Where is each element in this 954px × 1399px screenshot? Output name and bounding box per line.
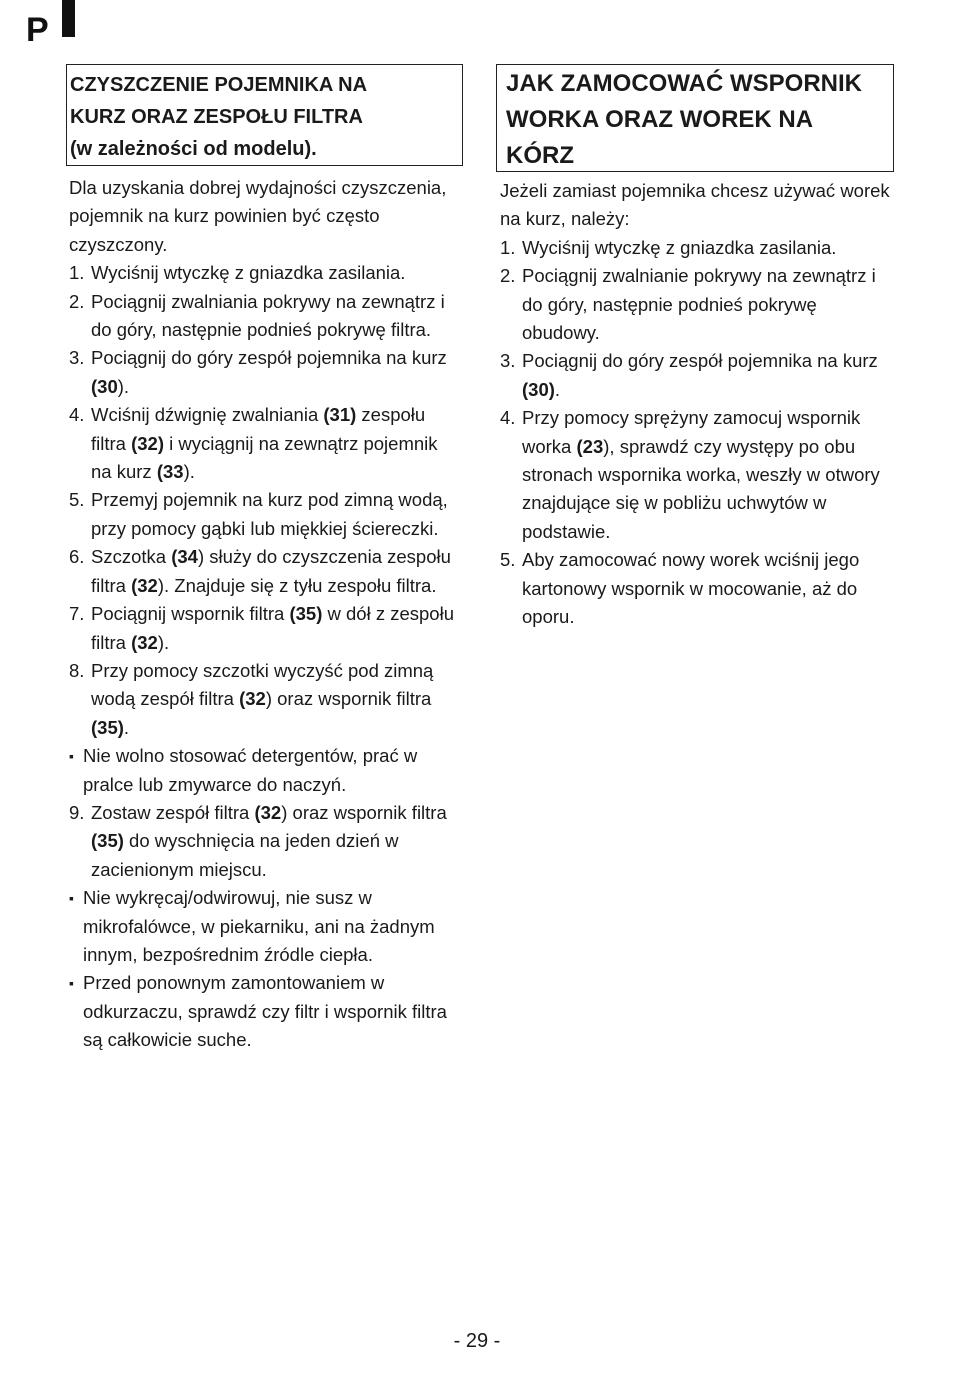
list-item-text: Zostaw zespół filtra (32) oraz wspornik filtra (35) do wyschnięcia na jeden dzień w zacienionym miejscu. [91, 801, 447, 880]
left-intro-paragraph: Dla uzyskania dobrej wydajności czyszczenia, pojemnik na kurz powinien być często czyszczony. [69, 177, 447, 255]
list-item [69, 288, 463, 345]
list-item-text: Pociągnij zwalnianie pokrywy na zewnątrz i do góry, następnie podnieś pokrywę obudowy. [522, 265, 876, 344]
list-item [500, 404, 894, 546]
list-item [69, 600, 463, 657]
bullet-marker: ▪ [69, 748, 74, 765]
list-item-text: Nie wolno stosować detergentów, prać w pralce lub zmywarce do naczyń. [83, 745, 418, 795]
right-section [496, 64, 894, 632]
left-section [66, 64, 463, 1055]
left-heading-line-2: KURZ ORAZ ZESPOŁU FILTRA [70, 106, 363, 128]
list-number: 4. [500, 407, 516, 429]
list-number: 7. [69, 603, 85, 625]
right-intro-paragraph: Jeżeli zamiast pojemnika chcesz używać worek na kurz, należy: [500, 180, 890, 230]
right-section-heading [496, 64, 894, 172]
list-item-text: Pociągnij do góry zespół pojemnika na kurz (30). [91, 347, 447, 397]
list-number: 5. [69, 489, 85, 511]
list-item [69, 344, 463, 401]
right-heading-line-2: WORKA ORAZ WOREK NA [506, 106, 814, 133]
bullet-marker: ▪ [69, 975, 74, 992]
list-item [69, 401, 463, 486]
right-instruction-list [500, 234, 894, 632]
list-number: 8. [69, 659, 85, 681]
list-number: 3. [500, 350, 516, 372]
list-item-text: Wyciśnij wtyczkę z gniazdka zasilania. [522, 236, 837, 258]
list-item-text: Przy pomocy sprężyny zamocuj wspornik worka (23), sprawdź czy występy po obu stronach wspornika worka, weszły w otwory znajdujące się w pobliżu uchwytów w podstawie. [522, 407, 880, 542]
list-number: 5. [500, 549, 516, 571]
list-item-text: Wciśnij dźwignię zwalniania (31) zespołu filtra (32) i wyciągnij na zewnątrz pojemnik na kurz (33). [91, 404, 438, 483]
list-number: 1. [69, 262, 85, 284]
list-item [500, 262, 894, 347]
list-item [69, 657, 463, 742]
list-number: 6. [69, 546, 85, 568]
list-item-text: Nie wykręcaj/odwirowuj, nie susz w mikrofalówce, w piekarniku, ani na żadnym innym, bezpośrednim źródle ciepła. [83, 887, 435, 965]
list-bullet-item [69, 742, 463, 799]
bullet-marker: ▪ [69, 890, 74, 907]
list-item-text: Przed ponownym zamontowaniem w odkurzaczu, sprawdź czy filtr i wspornik filtra są całkowicie suche. [83, 972, 447, 1051]
list-item-text: Pociągnij wspornik filtra (35) w dół z zespołu filtra (32). [91, 603, 454, 653]
right-heading-line-1: JAK ZAMOCOWAĆ WSPORNIK [506, 70, 862, 97]
list-item-text: Aby zamocować nowy worek wciśnij jego kartonowy wspornik w mocowanie, aż do oporu. [522, 549, 860, 628]
list-bullet-item [69, 969, 463, 1054]
list-number: 3. [69, 347, 85, 369]
list-item [500, 347, 894, 404]
list-number: 9. [69, 801, 85, 823]
list-item [500, 234, 894, 262]
left-section-body [66, 174, 463, 1055]
right-section-body [496, 177, 894, 632]
list-number: 1. [500, 236, 516, 258]
list-number: 2. [69, 290, 85, 312]
list-item [69, 259, 463, 287]
list-item [69, 543, 463, 600]
list-number: 4. [69, 404, 85, 426]
list-item-text: Pociągnij zwalniania pokrywy na zewnątrz i do góry, następnie podnieś pokrywę filtra. [91, 290, 445, 341]
list-item-text: Przemyj pojemnik na kurz pod zimną wodą, przy pomocy gąbki lub miękkiej ściereczki. [91, 489, 448, 539]
list-bullet-item [69, 884, 463, 969]
list-item [500, 546, 894, 631]
list-item [69, 486, 463, 543]
left-heading-line-3: (w zależności od modelu). [70, 138, 317, 160]
left-section-heading [66, 64, 463, 166]
page-number: - 29 - [453, 1330, 501, 1352]
list-number: 2. [500, 265, 516, 287]
list-item-text: Przy pomocy szczotki wyczyść pod zimną wodą zespół filtra (32) oraz wspornik filtra (35). [91, 659, 434, 738]
right-heading-line-3: KÓRZ [506, 142, 574, 169]
left-heading-line-1: CZYSZCZENIE POJEMNIKA NA [70, 74, 368, 96]
language-marker-bar [62, 0, 75, 37]
list-item [69, 799, 463, 884]
left-instruction-list [69, 259, 463, 1054]
list-item-text: Wyciśnij wtyczkę z gniazdka zasilania. [91, 262, 406, 284]
list-item-text: Szczotka (34) służy do czyszczenia zespołu filtra (32). Znajduje się z tyłu zespołu filtra. [91, 546, 451, 596]
list-item-text: Pociągnij do góry zespół pojemnika na kurz (30). [522, 350, 878, 400]
language-marker: P [26, 11, 49, 49]
